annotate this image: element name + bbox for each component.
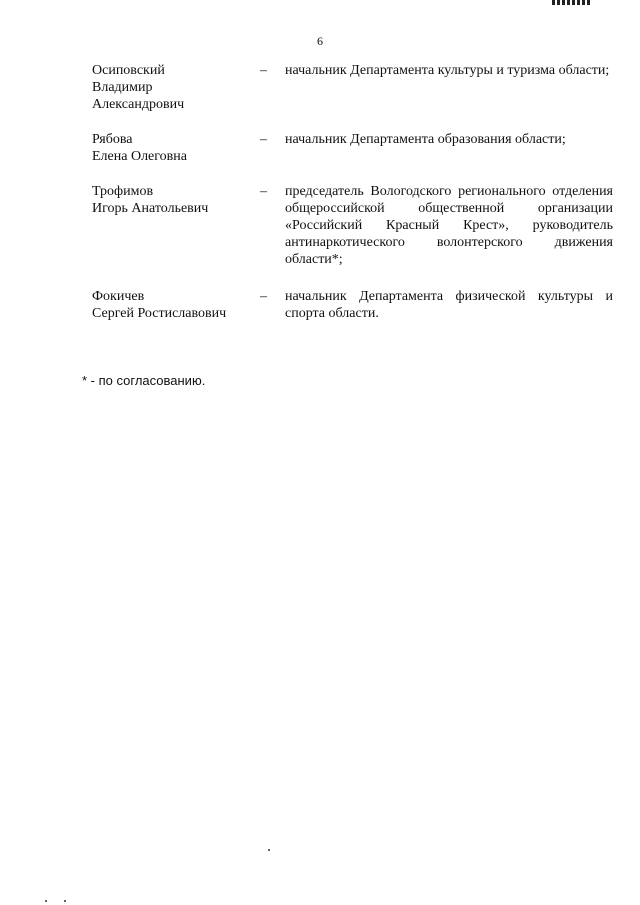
member-name: Рябова Елена Олеговна (92, 132, 187, 164)
member-role: начальник Департамента физической культуры и спорта области. (285, 289, 613, 321)
page-number: 6 (317, 34, 323, 48)
member-name: Фокичев Сергей Ростиславович (92, 289, 227, 321)
scan-speck (64, 900, 66, 902)
dash-separator: – (260, 184, 267, 199)
scan-speck (45, 900, 47, 902)
member-name: Трофимов Игорь Анатольевич (92, 184, 209, 216)
scan-barcode-mark (552, 0, 590, 5)
scan-speck (268, 849, 270, 851)
dash-separator: – (260, 289, 267, 304)
dash-separator: – (260, 132, 267, 147)
member-role: начальник Департамента образования области; (285, 132, 566, 147)
dash-separator: – (260, 63, 267, 78)
member-role: председатель Вологодского регионального отделения общероссийской общественной организации «Российский Красный Крест», руководитель антинаркотического волонтерского движения области*; (285, 184, 613, 267)
member-role: начальник Департамента культуры и туризма области; (285, 63, 610, 78)
member-name: Осиповский Владимир Александрович (92, 63, 185, 112)
footnote: * - по согласованию. (82, 373, 206, 388)
